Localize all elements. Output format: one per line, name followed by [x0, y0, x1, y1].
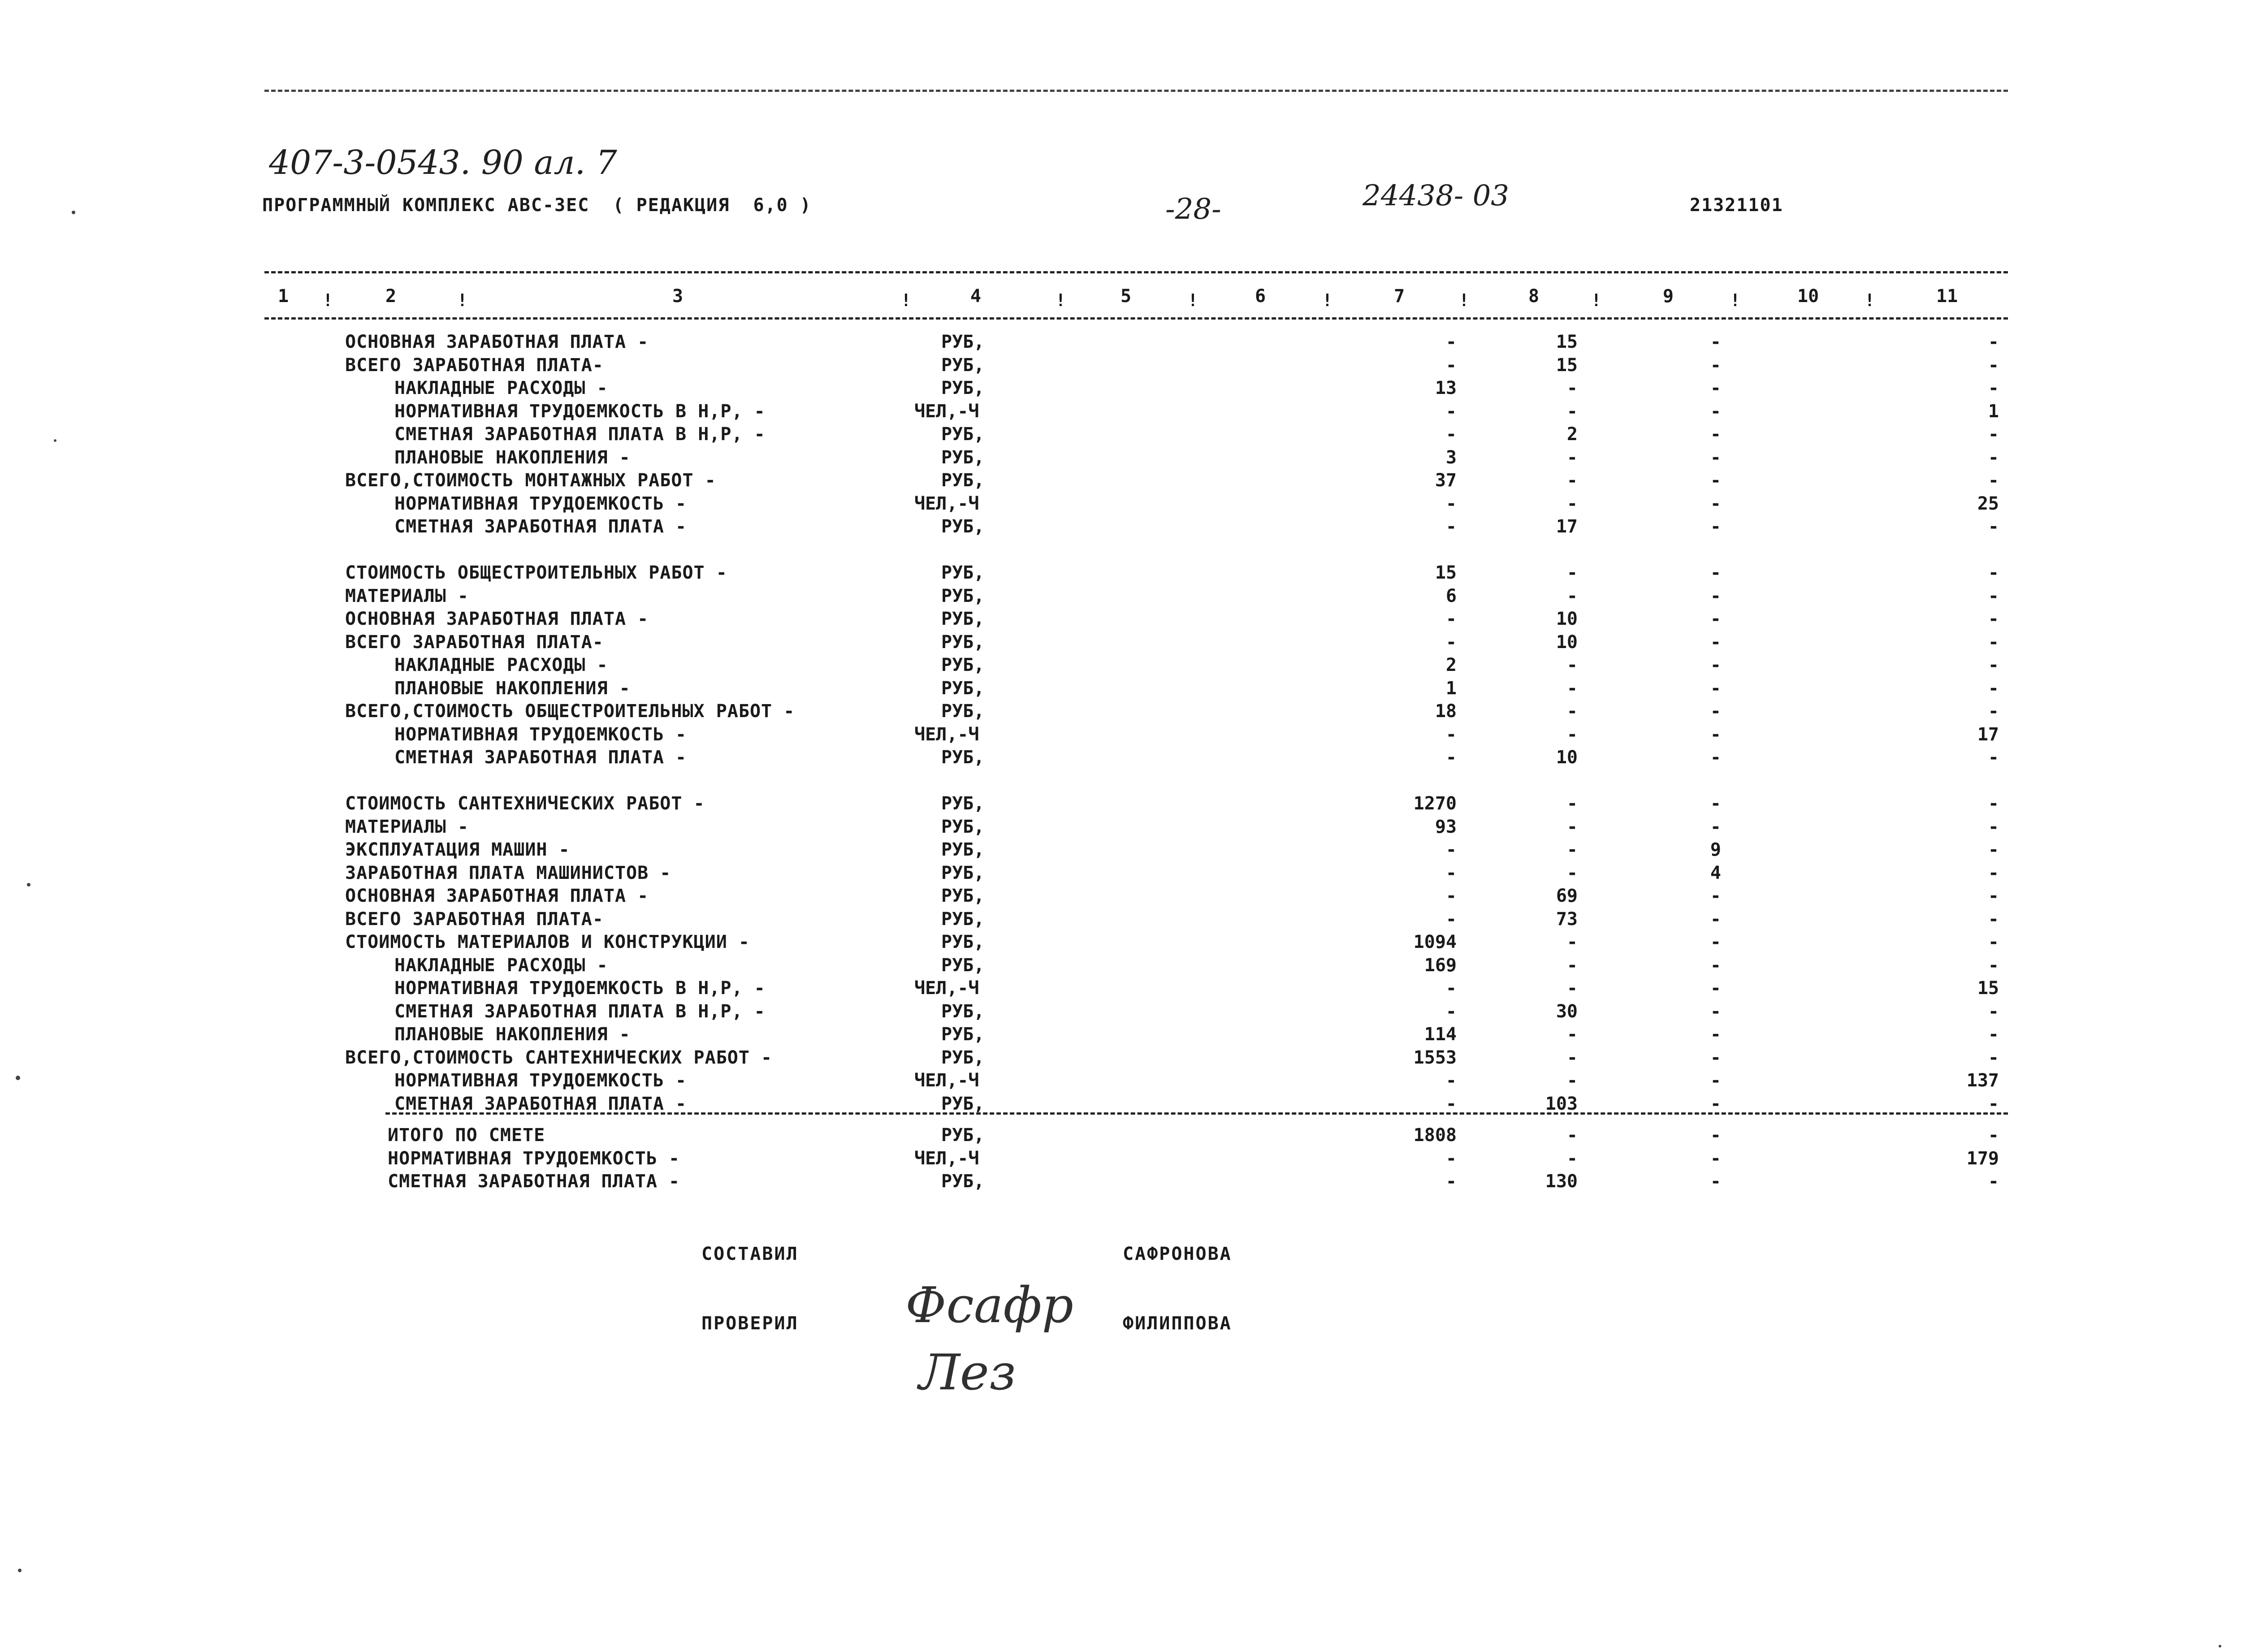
table-label: ОСНОВНАЯ ЗАРАБОТНАЯ ПЛАТА - [345, 332, 649, 352]
table-col11: - [1988, 932, 1999, 952]
table-col8: 69 [1556, 886, 1578, 906]
document-code: 21321101 [1690, 195, 1783, 216]
table-col8: - [1566, 378, 1578, 398]
table-col7: - [1445, 516, 1457, 537]
table-col8: - [1566, 1024, 1578, 1045]
table-row [0, 332, 2241, 355]
table-col11: - [1988, 631, 1999, 653]
table-col9: 4 [1710, 862, 1721, 883]
table-col7: 1270 [1413, 793, 1457, 814]
table-col9: - [1710, 724, 1721, 745]
table-label: СТОИМОСТЬ МАТЕРИАЛОВ И КОНСТРУКЦИИ - [345, 932, 750, 952]
table-col8: - [1566, 562, 1578, 583]
table-col11: - [1988, 839, 1999, 860]
table-col9: - [1710, 747, 1721, 768]
table-col8: 30 [1556, 1001, 1578, 1022]
table-col9: - [1710, 1024, 1721, 1045]
table-col9: - [1710, 816, 1721, 837]
table-col11: - [1988, 655, 1999, 675]
table-unit: РУБ, [941, 932, 985, 952]
table-unit: РУБ, [941, 701, 985, 722]
total-row [0, 1148, 2241, 1172]
table-label: НАКЛАДНЫЕ РАСХОДЫ - [394, 655, 608, 675]
table-row [0, 863, 2241, 886]
table-label: СМЕТНАЯ ЗАРАБОТНАЯ ПЛАТА - [394, 1093, 687, 1114]
table-label: ПЛАНОВЫЕ НАКОПЛЕНИЯ - [394, 678, 631, 699]
total-unit: ЧЕЛ,-Ч [914, 1148, 979, 1169]
table-col8: - [1566, 401, 1578, 422]
total-col7: - [1445, 1171, 1457, 1192]
colnum-5: 5 [1120, 286, 1132, 307]
table-row [0, 401, 2241, 424]
table-col8: 10 [1556, 747, 1578, 768]
table-col7: 6 [1445, 585, 1457, 606]
total-col8: 130 [1545, 1171, 1578, 1192]
table-label: СМЕТНАЯ ЗАРАБОТНАЯ ПЛАТА В Н,Р, - [394, 1001, 766, 1022]
table-col7: - [1445, 332, 1457, 352]
table-col7: - [1445, 978, 1457, 999]
table-col9: - [1710, 932, 1721, 952]
table-row [0, 1047, 2241, 1071]
table-col8: - [1566, 655, 1578, 675]
table-col8: - [1566, 724, 1578, 745]
table-col11: 17 [1977, 724, 1999, 745]
colnum-8: 8 [1528, 286, 1540, 307]
table-col9: 9 [1710, 839, 1721, 860]
total-col9: - [1710, 1171, 1721, 1192]
table-col8: 15 [1556, 355, 1578, 376]
table-row [0, 632, 2241, 655]
table-col11: - [1988, 378, 1999, 398]
colnum-7: 7 [1394, 286, 1405, 307]
colnum-4: 4 [970, 286, 982, 307]
table-unit: РУБ, [941, 886, 985, 906]
colnum-3: 3 [672, 286, 684, 307]
table-row [0, 793, 2241, 817]
table-row [0, 470, 2241, 493]
table-col11: 25 [1977, 493, 1999, 514]
total-col11: - [1988, 1125, 1999, 1146]
checked-name: ФИЛИППОВА [1123, 1313, 1232, 1334]
table-col9: - [1710, 978, 1721, 999]
table-col8: - [1566, 793, 1578, 814]
table-row [0, 747, 2241, 770]
table-col7: 37 [1435, 470, 1457, 491]
table-col7: - [1445, 908, 1457, 930]
table-col8: - [1566, 493, 1578, 514]
table-row [0, 678, 2241, 701]
table-unit: РУБ, [941, 678, 985, 699]
table-col9: - [1710, 1001, 1721, 1022]
table-col8: - [1566, 701, 1578, 722]
table-col7: 1 [1445, 678, 1457, 699]
column-separator: ! [1459, 290, 1469, 310]
table-unit: РУБ, [941, 609, 985, 629]
table-col11: - [1988, 447, 1999, 468]
page-number: -28- [1165, 193, 1221, 226]
table-col7: 1553 [1413, 1047, 1457, 1068]
table-col8: - [1566, 816, 1578, 837]
table-col8: - [1566, 932, 1578, 952]
table-label: ВСЕГО,СТОИМОСТЬ ОБЩЕСТРОИТЕЛЬНЫХ РАБОТ - [345, 701, 795, 722]
table-col8: 73 [1556, 908, 1578, 930]
table-unit: ЧЕЛ,-Ч [914, 724, 979, 745]
checked-signature: Лез [918, 1344, 1016, 1401]
table-col9: - [1710, 493, 1721, 514]
table-col7: - [1445, 493, 1457, 514]
table-col11: - [1988, 886, 1999, 906]
total-row [0, 1171, 2241, 1194]
total-col7: - [1445, 1148, 1457, 1169]
total-col7: 1808 [1413, 1125, 1457, 1146]
table-label: СМЕТНАЯ ЗАРАБОТНАЯ ПЛАТА - [394, 516, 687, 537]
table-col9: - [1710, 655, 1721, 675]
handwritten-project-code: 407-3-0543. 90 ал. 7 [269, 143, 617, 182]
table-unit: РУБ, [941, 378, 985, 398]
table-col9: - [1710, 908, 1721, 930]
table-col9: - [1710, 701, 1721, 722]
column-separator: ! [323, 290, 333, 310]
table-col11: - [1988, 701, 1999, 722]
total-unit: РУБ, [941, 1125, 985, 1146]
table-col8: - [1566, 447, 1578, 468]
table-unit: РУБ, [941, 332, 985, 352]
table-label: ВСЕГО,СТОИМОСТЬ САНТЕХНИЧЕСКИХ РАБОТ - [345, 1047, 773, 1068]
table-row [0, 540, 2241, 563]
table-label: НОРМАТИВНАЯ ТРУДОЕМКОСТЬ - [394, 493, 687, 514]
table-col11: - [1988, 609, 1999, 629]
table-unit: РУБ, [941, 516, 985, 537]
table-label: МАТЕРИАЛЫ - [345, 585, 469, 606]
table-unit: ЧЕЛ,-Ч [914, 978, 979, 999]
table-col9: - [1710, 470, 1721, 491]
table-col9: - [1710, 378, 1721, 398]
table-col11: - [1988, 1093, 1999, 1114]
table-label: ЭКСПЛУАТАЦИЯ МАШИН - [345, 839, 570, 860]
scan-speck [18, 1569, 22, 1572]
table-label: СМЕТНАЯ ЗАРАБОТНАЯ ПЛАТА - [394, 747, 687, 768]
column-separator: ! [1730, 290, 1740, 310]
table-col8: - [1566, 470, 1578, 491]
total-label: ИТОГО ПО СМЕТЕ [388, 1125, 545, 1146]
table-col8: 15 [1556, 332, 1578, 352]
table-unit: РУБ, [941, 424, 985, 445]
table-col7: 3 [1445, 447, 1457, 468]
table-col9: - [1710, 793, 1721, 814]
table-col7: - [1445, 839, 1457, 860]
table-col7: 1094 [1413, 932, 1457, 952]
table-col11: - [1988, 585, 1999, 606]
table-label: НОРМАТИВНАЯ ТРУДОЕМКОСТЬ - [394, 724, 687, 745]
table-col11: - [1988, 862, 1999, 883]
table-unit: РУБ, [941, 747, 985, 768]
table-col9: - [1710, 1093, 1721, 1114]
table-col7: 13 [1435, 378, 1457, 398]
table-col8: - [1566, 1047, 1578, 1068]
total-col9: - [1710, 1148, 1721, 1169]
table-row [0, 1024, 2241, 1047]
table-label: ВСЕГО ЗАРАБОТНАЯ ПЛАТА- [345, 355, 604, 376]
top-scan-line [264, 90, 2008, 92]
table-col9: - [1710, 424, 1721, 445]
table-unit: РУБ, [941, 655, 985, 675]
table-row [0, 493, 2241, 517]
table-col11: - [1988, 516, 1999, 537]
compiled-signature: Фсафр [905, 1276, 1073, 1334]
table-col9: - [1710, 678, 1721, 699]
table-col7: - [1445, 631, 1457, 653]
table-col11: - [1988, 747, 1999, 768]
table-row [0, 817, 2241, 840]
table-label: ВСЕГО ЗАРАБОТНАЯ ПЛАТА- [345, 631, 604, 653]
table-col11: - [1988, 793, 1999, 814]
colnum-1: 1 [278, 286, 289, 307]
table-row [0, 586, 2241, 609]
table-col9: - [1710, 516, 1721, 537]
table-col11: - [1988, 1047, 1999, 1068]
total-row [0, 1125, 2241, 1148]
table-unit: РУБ, [941, 908, 985, 930]
table-col11: - [1988, 816, 1999, 837]
table-col11: - [1988, 1024, 1999, 1045]
table-col8: - [1566, 678, 1578, 699]
table-label: НОРМАТИВНАЯ ТРУДОЕМКОСТЬ - [394, 1070, 687, 1091]
table-col9: - [1710, 609, 1721, 629]
column-separator: ! [1865, 290, 1875, 310]
colnum-6: 6 [1255, 286, 1266, 307]
table-label: НОРМАТИВНАЯ ТРУДОЕМКОСТЬ В Н,Р, - [394, 401, 766, 422]
table-col8: - [1566, 978, 1578, 999]
table-col8: - [1566, 862, 1578, 883]
colnum-11: 11 [1936, 286, 1958, 307]
scan-speck [27, 883, 30, 887]
table-col9: - [1710, 447, 1721, 468]
table-label: НОРМАТИВНАЯ ТРУДОЕМКОСТЬ В Н,Р, - [394, 978, 766, 999]
table-col8: - [1566, 955, 1578, 976]
table-unit: РУБ, [941, 355, 985, 376]
total-col8: - [1566, 1125, 1578, 1146]
table-row [0, 909, 2241, 932]
table-col9: - [1710, 585, 1721, 606]
table-col11: - [1988, 562, 1999, 583]
table-row [0, 701, 2241, 724]
table-col7: 2 [1445, 655, 1457, 675]
total-col8: - [1566, 1148, 1578, 1169]
table-unit: РУБ, [941, 585, 985, 606]
table-col11: - [1988, 355, 1999, 376]
table-col9: - [1710, 562, 1721, 583]
scan-speck [72, 211, 75, 214]
table-label: ОСНОВНАЯ ЗАРАБОТНАЯ ПЛАТА - [345, 886, 649, 906]
table-col7: - [1445, 355, 1457, 376]
table-row [0, 1001, 2241, 1025]
table-row [0, 932, 2241, 955]
table-col11: - [1988, 470, 1999, 491]
column-separator: ! [457, 290, 467, 310]
table-col7: 15 [1435, 562, 1457, 583]
total-col9: - [1710, 1125, 1721, 1146]
table-unit: РУБ, [941, 1047, 985, 1068]
colnum-2: 2 [385, 286, 397, 307]
table-col9: - [1710, 332, 1721, 352]
total-label: НОРМАТИВНАЯ ТРУДОЕМКОСТЬ - [388, 1148, 680, 1169]
table-col7: 18 [1435, 701, 1457, 722]
table-col7: - [1445, 401, 1457, 422]
table-col11: 15 [1977, 978, 1999, 999]
table-label: НАКЛАДНЫЕ РАСХОДЫ - [394, 955, 608, 976]
table-label: МАТЕРИАЛЫ - [345, 816, 469, 837]
colnum-10: 10 [1797, 286, 1819, 307]
table-col7: - [1445, 609, 1457, 629]
table-unit: РУБ, [941, 1001, 985, 1022]
totals-rule [385, 1112, 2008, 1115]
column-separator: ! [1188, 290, 1198, 310]
table-label: НАКЛАДНЫЕ РАСХОДЫ - [394, 378, 608, 398]
table-col8: 103 [1545, 1093, 1578, 1114]
table-col8: 10 [1556, 609, 1578, 629]
table-col11: - [1988, 1001, 1999, 1022]
scan-speck [2219, 1645, 2221, 1648]
compiled-name: САФРОНОВА [1123, 1244, 1232, 1264]
table-row [0, 378, 2241, 401]
table-unit: РУБ, [941, 793, 985, 814]
column-separator: ! [1591, 290, 1601, 310]
table-col7: - [1445, 886, 1457, 906]
total-col11: 179 [1966, 1148, 1999, 1169]
table-col7: - [1445, 424, 1457, 445]
table-unit: РУБ, [941, 816, 985, 837]
column-separator: ! [1056, 290, 1066, 310]
table-label: СТОИМОСТЬ САНТЕХНИЧЕСКИХ РАБОТ - [345, 793, 705, 814]
table-label: ЗАРАБОТНАЯ ПЛАТА МАШИНИСТОВ - [345, 862, 671, 883]
table-col9: - [1710, 631, 1721, 653]
table-label: ПЛАНОВЫЕ НАКОПЛЕНИЯ - [394, 1024, 631, 1045]
table-row [0, 609, 2241, 632]
table-col8: - [1566, 585, 1578, 606]
table-row [0, 447, 2241, 471]
table-col9: - [1710, 1070, 1721, 1091]
scan-speck [16, 1076, 20, 1080]
table-row [0, 978, 2241, 1001]
table-col11: 1 [1988, 401, 1999, 422]
column-separator: ! [1322, 290, 1332, 310]
table-unit: РУБ, [941, 862, 985, 883]
table-col8: 10 [1556, 631, 1578, 653]
table-row [0, 724, 2241, 748]
table-row [0, 839, 2241, 863]
table-col7: 114 [1424, 1024, 1457, 1045]
scan-speck [54, 439, 56, 442]
table-row [0, 770, 2241, 794]
table-col7: - [1445, 1001, 1457, 1022]
table-unit: РУБ, [941, 631, 985, 653]
table-unit: РУБ, [941, 447, 985, 468]
table-col7: - [1445, 1093, 1457, 1114]
table-col9: - [1710, 401, 1721, 422]
table-row [0, 516, 2241, 540]
handwritten-number: 24438- 03 [1363, 179, 1509, 212]
table-row [0, 355, 2241, 378]
total-label: СМЕТНАЯ ЗАРАБОТНАЯ ПЛАТА - [388, 1171, 680, 1192]
total-col11: - [1988, 1171, 1999, 1192]
table-col8: 2 [1566, 424, 1578, 445]
table-label: ВСЕГО,СТОИМОСТЬ МОНТАЖНЫХ РАБОТ - [345, 470, 716, 491]
compiled-label: СОСТАВИЛ [701, 1244, 799, 1264]
table-col9: - [1710, 886, 1721, 906]
table-col11: - [1988, 908, 1999, 930]
table-top-rule [264, 271, 2008, 273]
table-row [0, 1070, 2241, 1094]
program-line: ПРОГРАММНЫЙ КОМПЛЕКС АВС-3ЕС ( РЕДАКЦИЯ 6,0 ) [262, 195, 812, 216]
table-row [0, 955, 2241, 978]
table-col11: - [1988, 332, 1999, 352]
table-col11: - [1988, 678, 1999, 699]
table-col11: 137 [1966, 1070, 1999, 1091]
table-header-rule [264, 317, 2008, 320]
table-unit: РУБ, [941, 955, 985, 976]
table-unit: ЧЕЛ,-Ч [914, 401, 979, 422]
table-row [0, 886, 2241, 909]
table-unit: ЧЕЛ,-Ч [914, 1070, 979, 1091]
table-col8: - [1566, 1070, 1578, 1091]
table-col7: - [1445, 747, 1457, 768]
table-col7: - [1445, 862, 1457, 883]
table-label: ПЛАНОВЫЕ НАКОПЛЕНИЯ - [394, 447, 631, 468]
table-label: СМЕТНАЯ ЗАРАБОТНАЯ ПЛАТА В Н,Р, - [394, 424, 766, 445]
table-label: ОСНОВНАЯ ЗАРАБОТНАЯ ПЛАТА - [345, 609, 649, 629]
table-row [0, 562, 2241, 586]
table-row [0, 655, 2241, 678]
table-row [0, 424, 2241, 447]
table-col7: - [1445, 1070, 1457, 1091]
total-unit: РУБ, [941, 1171, 985, 1192]
table-unit: РУБ, [941, 1093, 985, 1114]
colnum-9: 9 [1663, 286, 1674, 307]
table-unit: ЧЕЛ,-Ч [914, 493, 979, 514]
table-col7: 93 [1435, 816, 1457, 837]
table-unit: РУБ, [941, 470, 985, 491]
table-col7: - [1445, 724, 1457, 745]
table-label: ВСЕГО ЗАРАБОТНАЯ ПЛАТА- [345, 908, 604, 930]
table-unit: РУБ, [941, 839, 985, 860]
table-col9: - [1710, 1047, 1721, 1068]
table-col8: 17 [1556, 516, 1578, 537]
table-unit: РУБ, [941, 562, 985, 583]
table-col7: 169 [1424, 955, 1457, 976]
table-unit: РУБ, [941, 1024, 985, 1045]
table-col9: - [1710, 355, 1721, 376]
table-label: СТОИМОСТЬ ОБЩЕСТРОИТЕЛЬНЫХ РАБОТ - [345, 562, 727, 583]
table-col11: - [1988, 955, 1999, 976]
table-col8: - [1566, 839, 1578, 860]
table-col9: - [1710, 955, 1721, 976]
column-separator: ! [901, 290, 911, 310]
checked-label: ПРОВЕРИЛ [701, 1313, 799, 1334]
table-col11: - [1988, 424, 1999, 445]
